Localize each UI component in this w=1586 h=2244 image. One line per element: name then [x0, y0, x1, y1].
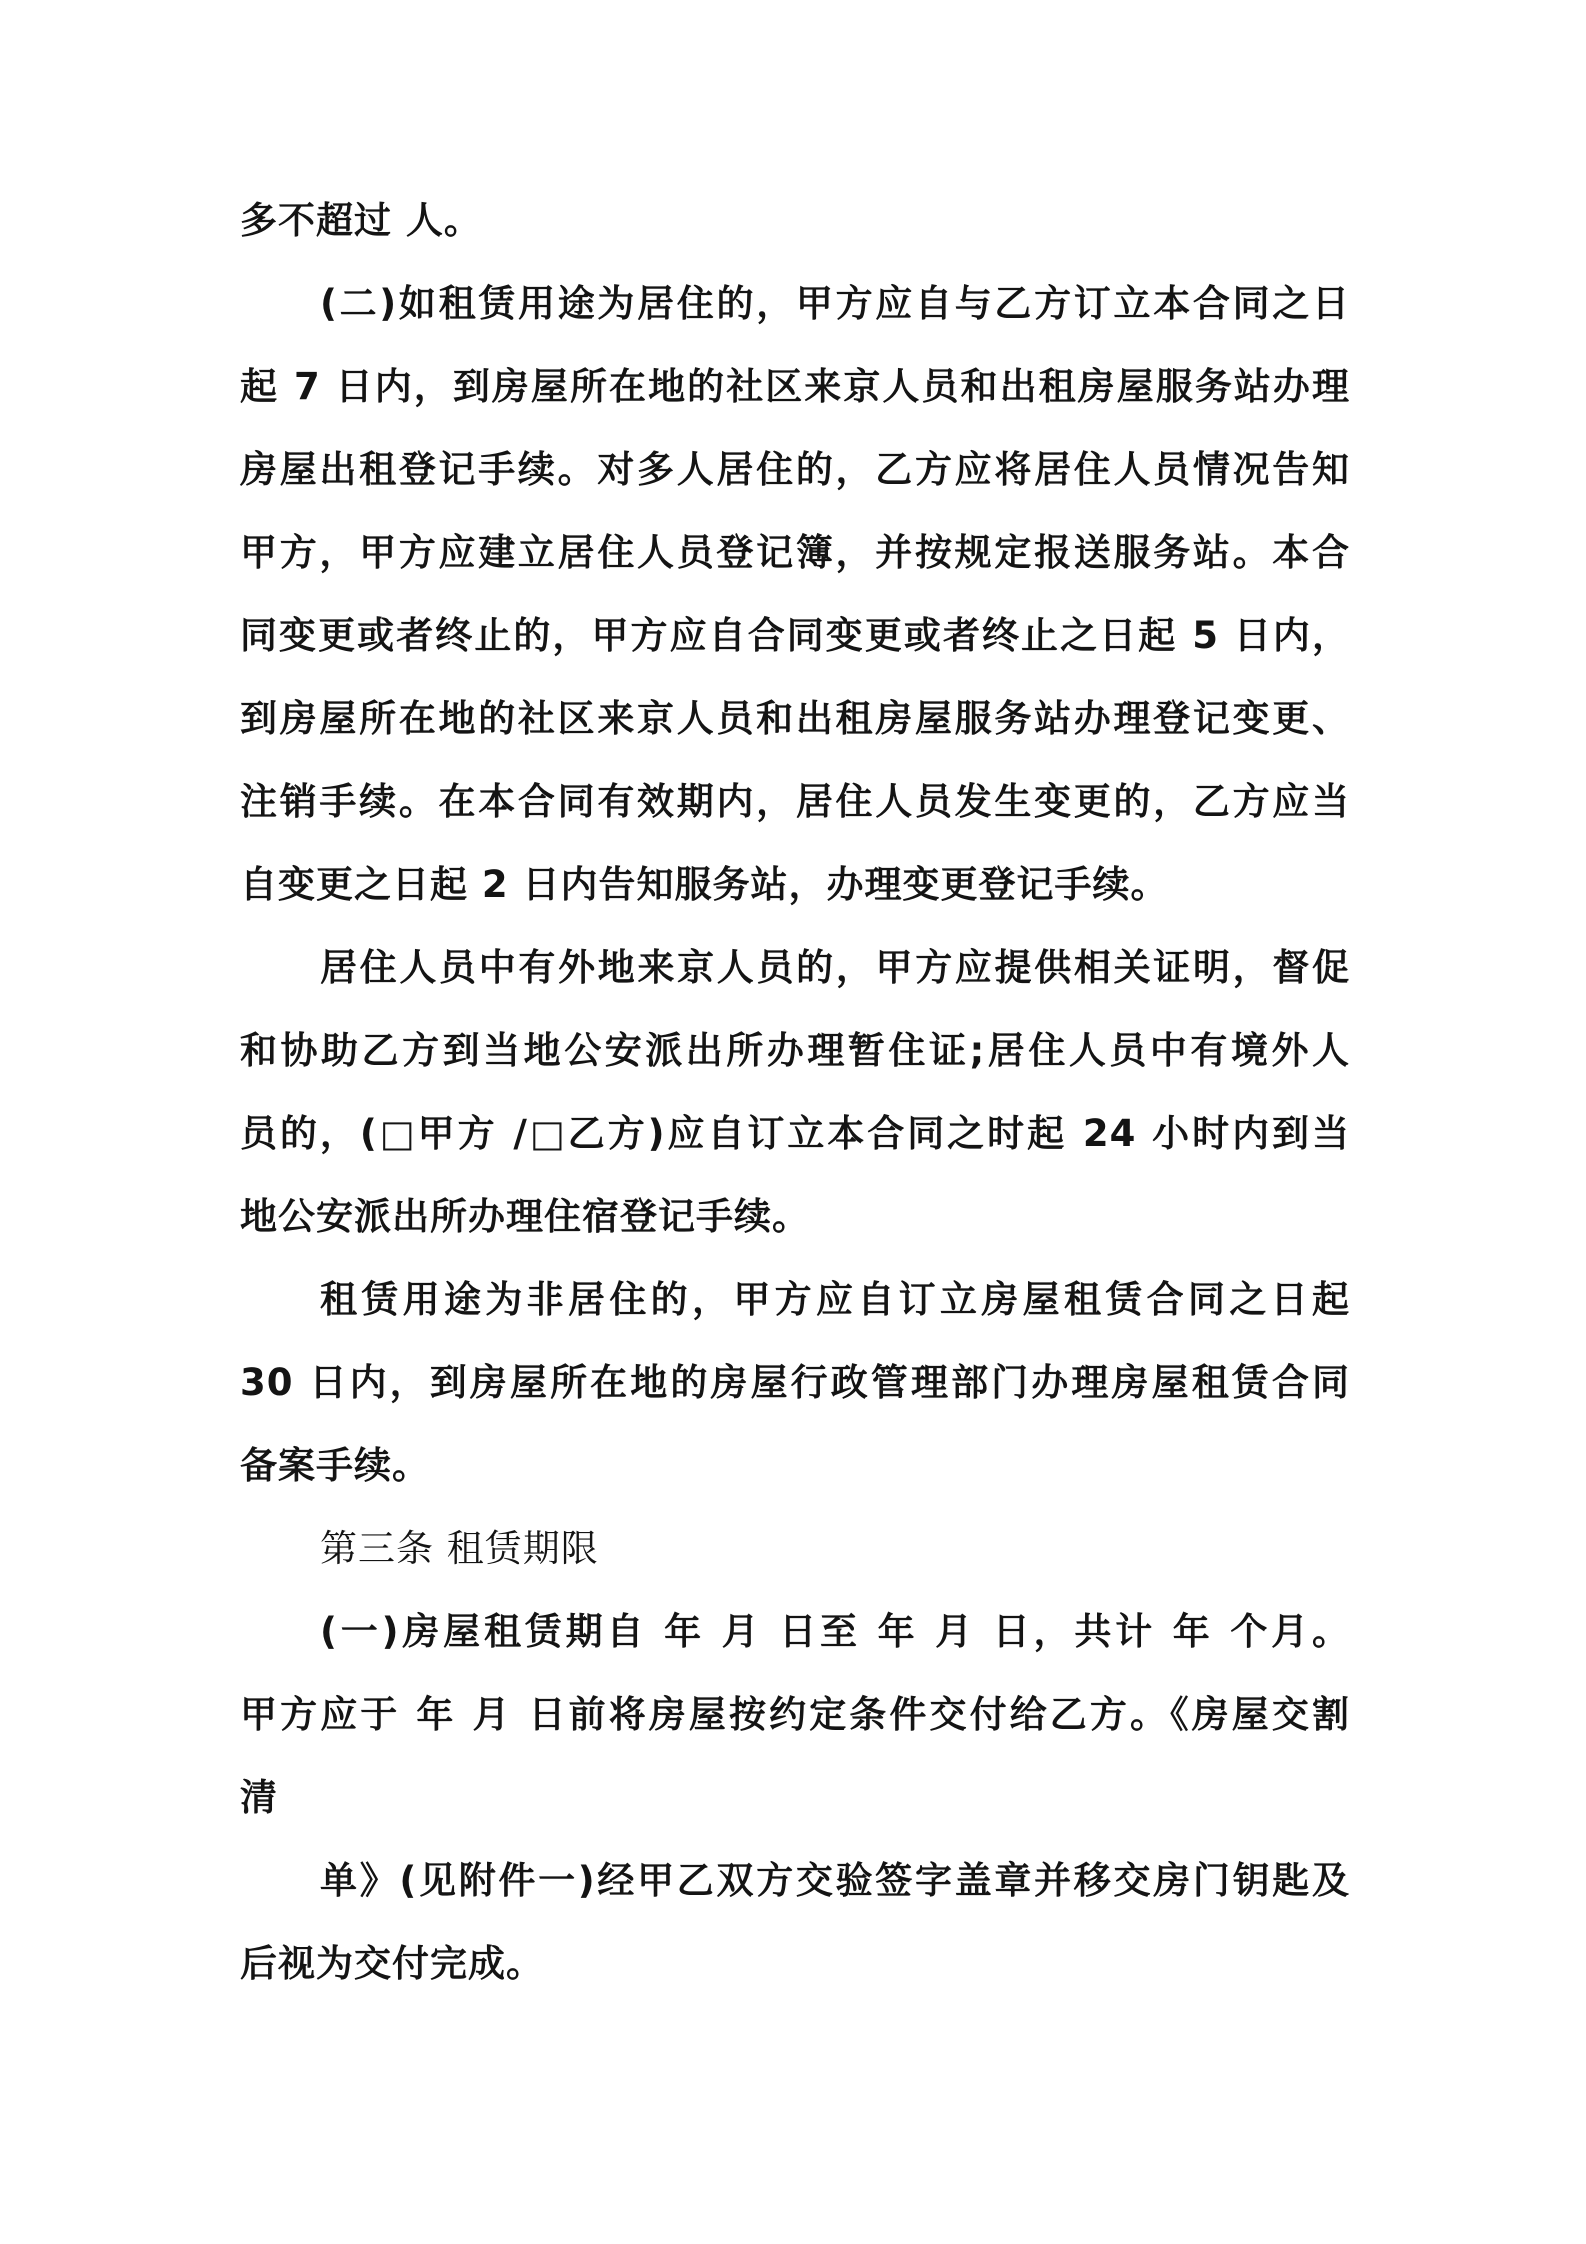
text-line-9: 自变更之日起 2 日内告知服务站，办理变更登记手续。 [240, 863, 1169, 906]
text-line-18: (一)房屋租赁期自 年 月 日至 年 月 日，共计 年 个月。 [320, 1610, 1350, 1653]
text-line-19: 甲方应于 年 月 日前将房屋按约定条件交付给乙方。《房屋交割 [240, 1693, 1350, 1736]
text-line-7: 到房屋所在地的社区来京人员和出租房屋服务站办理登记变更、 [240, 697, 1350, 740]
text-line-14: 租赁用途为非居住的，甲方应自订立房屋租赁合同之日起 [320, 1278, 1350, 1321]
text-line-15: 30 日内，到房屋所在地的房屋行政管理部门办理房屋租赁合同 [240, 1361, 1350, 1404]
text-line-12: 员的，(□甲方 /□乙方)应自订立本合同之时起 24 小时内到当 [240, 1112, 1350, 1155]
text-line-2: (二)如租赁用途为居住的，甲方应自与乙方订立本合同之日 [320, 282, 1350, 325]
section-heading: 第三条 租赁期限 [320, 1527, 599, 1570]
text-line-22: 后视为交付完成。 [240, 1942, 544, 1985]
text-line-6: 同变更或者终止的，甲方应自合同变更或者终止之日起 5 日内， [240, 614, 1350, 657]
text-line-8: 注销手续。在本合同有效期内，居住人员发生变更的，乙方应当 [240, 780, 1350, 823]
text-line-11: 和协助乙方到当地公安派出所办理暂住证;居住人员中有境外人 [240, 1029, 1350, 1072]
text-line-10: 居住人员中有外地来京人员的，甲方应提供相关证明，督促 [320, 946, 1350, 989]
text-line-3: 起 7 日内，到房屋所在地的社区来京人员和出租房屋服务站办理 [240, 365, 1350, 408]
text-line-16: 备案手续。 [240, 1444, 430, 1487]
document-page [240, 200, 1350, 2026]
text-line-1: 多不超过 人。 [240, 199, 482, 242]
text-line-21: 单》(见附件一)经甲乙双方交验签字盖章并移交房门钥匙及 [320, 1859, 1350, 1902]
text-line-4: 房屋出租登记手续。对多人居住的，乙方应将居住人员情况告知 [240, 448, 1350, 491]
text-line-5: 甲方，甲方应建立居住人员登记簿，并按规定报送服务站。本合 [240, 531, 1350, 574]
text-line-20: 清 [240, 1776, 278, 1819]
text-line-13: 地公安派出所办理住宿登记手续。 [240, 1195, 810, 1238]
